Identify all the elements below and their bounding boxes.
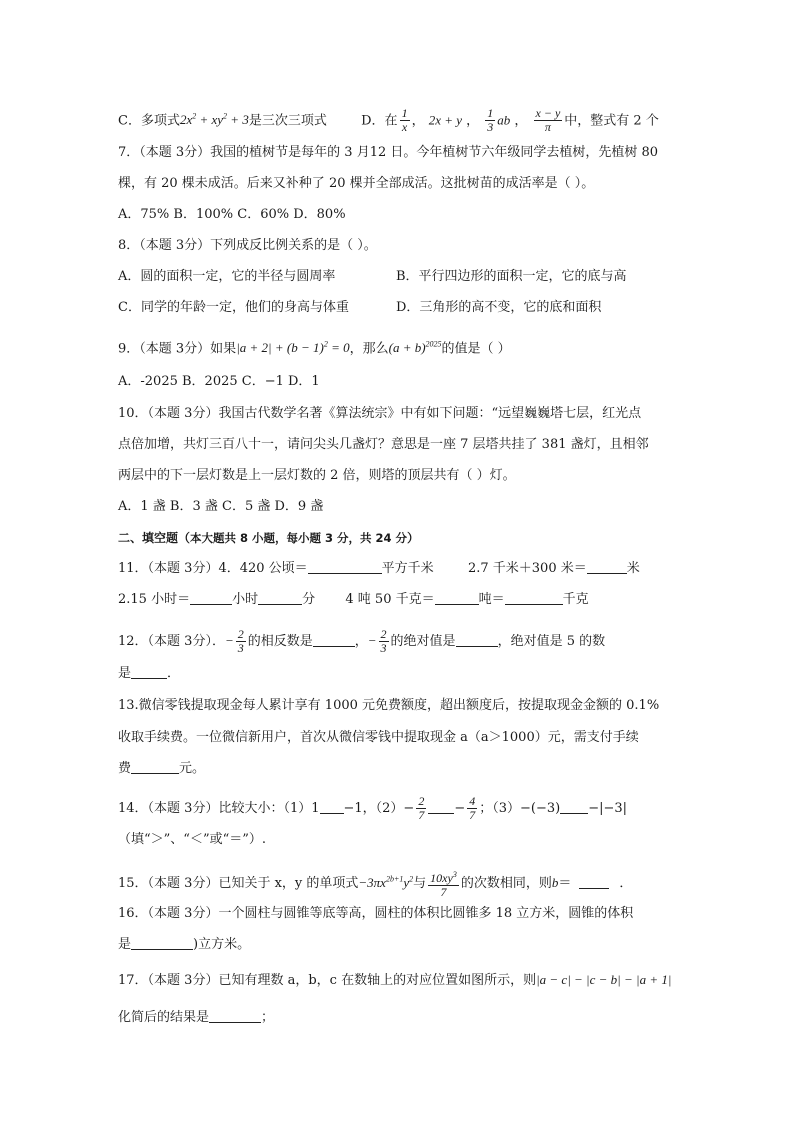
q8-option-d: D．三角形的高不变，它的底和面积 [396, 300, 602, 315]
answer-blank[interactable] [435, 590, 479, 605]
q7-stem-line-1: 7．（本题 3分）我国的植树节是每年的 3 月12 日。今年植树节六年级同学去植树，先植树 80 [118, 145, 659, 160]
q14-fraction-1: $\frac{2}{7}$ [418, 794, 425, 822]
q9-expression-2: $(a + b)^{2025}$ [388, 340, 442, 356]
q9-stem: 9．（本题 3分）如果$|a + 2| + (b - 1)^2 = 0$，那么$(a + b)^{2025}$的值是（ ） [118, 340, 511, 357]
q6-option-d-fraction-3: $\frac{1}{3}$ [487, 106, 494, 135]
q6-option-c-suffix: 是三次三项式 [248, 113, 327, 129]
answer-blank[interactable] [131, 664, 167, 679]
q12-fraction-2: $\frac{2}{3}$ [380, 627, 387, 655]
q6-option-d-fraction-4: $\frac{x - y}{\pi}$ [535, 106, 561, 135]
q6-option-d-prefix: D．在 [361, 113, 398, 129]
q10-stem-line-1: 10．（本题 3分）我国古代数学名著《算法统宗》中有如下问题：“远望巍巍塔七层，红光点 [118, 406, 642, 421]
q6-options-cd: C．多项式$2x^2 + xy^2 + 3$是三次三项式 D．在 $\frac{1}{x}$ ， 2x + y ， $\frac{1}{3}$ ab ， $\frac{x - y}{\pi}$ 中，整式有 2 个 [118, 106, 659, 135]
q6-option-d-expression-2: 2x + y [428, 112, 463, 128]
answer-blank[interactable] [505, 590, 563, 605]
q16-line-2: 是 )立方米。 [118, 937, 251, 952]
q7-options: A．75% B．100% C．60% D．80% [118, 207, 346, 222]
q8-option-b: B．平行四边形的面积一定，它的底与高 [396, 269, 627, 284]
answer-blank[interactable] [258, 590, 302, 605]
q9-options: A．-2025 B．2025 C．−1 D．1 [118, 374, 320, 389]
q15-monomial-1: $-3\pi x^{2b+1}y^2$ [358, 874, 414, 890]
answer-blank[interactable] [560, 799, 588, 814]
q8-stem: 8．（本题 3分）下列成反比例关系的是（ ）。 [118, 238, 377, 253]
q13-line-1: 13.微信零钱提取现金每人累计享有 1000 元免费额度，超出额度后，按提取现金金额的 0.1% [118, 698, 660, 713]
q8-options-cd [118, 298, 684, 318]
q6-option-c-prefix: C．多项式 [118, 113, 180, 129]
q12-line-2: 是 ． [118, 666, 181, 681]
q7-stem-line-2: 棵，有 20 棵未成活。后来又补种了 20 棵并全部成活。这批树苗的成活率是（ ）。 [118, 176, 595, 191]
answer-blank[interactable] [579, 874, 609, 889]
answer-blank[interactable] [209, 1008, 261, 1023]
q17-expression: |a − c| − |c − b| − |a + 1| [536, 972, 672, 987]
q10-options: A．1 盏 B．3 盏 C．5 盏 D．9 盏 [118, 499, 324, 514]
q14-fraction-2: $\frac{4}{7}$ [469, 794, 476, 822]
q13-line-2: 收取手续费。一位微信新用户，首次从微信零钱中提取现金 a（a＞1000）元，需支付手续 [118, 730, 639, 745]
q6-option-c-expression: $2x^2 + xy^2 + 3$ [179, 112, 249, 128]
q14-line-1: 14．（本题 3分）比较大小：（1）1 −1，（2）− $\frac{2}{7}$ − $\frac{4}{7}$ ；（3）−(−3) −|−3| [118, 794, 628, 822]
answer-blank[interactable] [320, 799, 344, 814]
answer-blank[interactable] [456, 632, 498, 647]
q6-option-d-suffix: 中，整式有 2 个 [564, 113, 659, 129]
answer-blank[interactable] [131, 935, 193, 950]
answer-blank[interactable] [313, 632, 355, 647]
q17-line-2: 化简后的结果是 ； [118, 1010, 275, 1025]
answer-blank[interactable] [428, 799, 454, 814]
section-2-heading: 二、填空题（本大题共 8 小题，每小题 3 分，共 24 分） [118, 531, 420, 545]
q8-option-a: A．圆的面积一定，它的半径与圆周率 [118, 269, 336, 284]
q15-fraction: $\frac{10xy^3}{7}$ [430, 870, 457, 899]
q10-stem-line-2: 点倍加增，共灯三百八十一，请问尖头几盏灯？意思是一座 7 层塔共挂了 381 盏灯，且相邻 [118, 437, 649, 452]
answer-blank[interactable] [190, 590, 232, 605]
q17-line-1: 17．（本题 3分）已知有理数 a，b，c 在数轴上的对应位置如图所示，则|a − c| − |c − b| − |a + 1| [118, 972, 672, 988]
q11-line-1: 11．（本题 3分）4．420 公顷＝ 平方千米 2.7 千米＋300 米＝ 米 [118, 561, 640, 576]
q6-option-d-fraction-1: $\frac{1}{x}$ [401, 106, 408, 135]
q11-line-2: 2.15 小时＝ 小时 分 4 吨 50 千克＝ 吨＝ 千克 [118, 592, 589, 607]
q15-stem: 15．（本题 3分）已知关于 x，y 的单项式$-3\pi x^{2b+1}y^2$与 $\frac{10xy^3}{7}$ 的次数相同，则b＝ ． [118, 870, 633, 899]
answer-blank[interactable] [131, 759, 179, 774]
q14-line-2: （填“＞”、“＜”或“＝”）. [118, 832, 267, 847]
q10-stem-line-3: 两层中的下一层灯数是上一层灯数的 2 倍，则塔的顶层共有（ ）灯。 [118, 468, 516, 483]
q13-line-3: 费 元。 [118, 761, 206, 776]
q16-line-1: 16．（本题 3分）一个圆柱与圆锥等底等高，圆柱的体积比圆锥多 18 立方米，圆锥的体积 [118, 906, 634, 921]
q12-line-1: 12．（本题 3分）．− $\frac{2}{3}$ 的相反数是 ，− $\frac{2}{3}$ 的绝对值是 ，绝对值是 5 的数 [118, 627, 606, 655]
q8-options-ab [118, 267, 684, 287]
q9-expression-1: $|a + 2| + (b - 1)^2 = 0$ [236, 340, 350, 356]
q12-fraction-1: $\frac{2}{3}$ [237, 627, 244, 655]
answer-blank[interactable] [308, 559, 382, 574]
answer-blank[interactable] [587, 559, 627, 574]
q8-option-c: C．同学的年龄一定，他们的身高与体重 [118, 300, 349, 315]
